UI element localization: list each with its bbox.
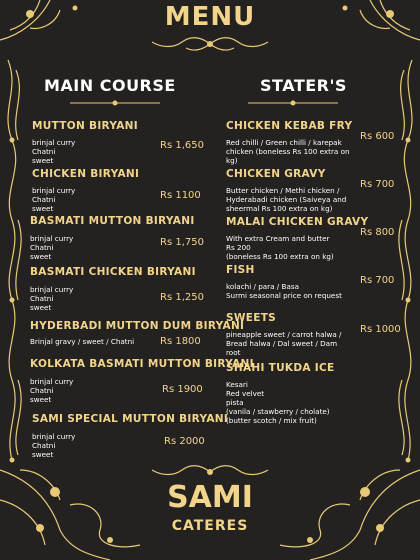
item-price: Rs 1000 <box>360 324 401 335</box>
item-name: KOLKATA BASMATI MUTTON BIRYANI <box>30 358 254 370</box>
item-desc: With extra Cream and butter Rs 200 (boneless Rs 100 extra on kg) <box>226 234 334 261</box>
main-item <box>32 120 138 165</box>
starter-item <box>226 312 341 357</box>
item-desc: brinjal curry Chatni sweet <box>32 186 76 213</box>
item-name: CHICKEN KEBAB FRY <box>226 120 353 132</box>
starter-item <box>226 216 368 261</box>
item-name: MALAI CHICKEN GRAVY <box>226 216 369 228</box>
starter-item <box>226 168 346 213</box>
item-price: Rs 1100 <box>160 190 201 201</box>
item-name: MUTTON BIRYANI <box>32 120 138 132</box>
starters-divider <box>248 99 338 107</box>
item-desc: brinjal curry Chatni sweet <box>30 285 74 312</box>
main-item <box>30 358 254 404</box>
item-desc: kolachi / para / Basa Surmi seasonal price on request <box>226 282 342 300</box>
item-price: Rs 1800 <box>160 336 201 347</box>
item-name: BASMATI MUTTON BIRYANI <box>30 215 195 227</box>
item-desc: Brinjal gravy / sweet / Chatni <box>30 337 135 346</box>
item-price: Rs 1,650 <box>160 140 204 151</box>
item-price: Rs 700 <box>360 275 395 286</box>
item-name: BASMATI CHICKEN BIRYANI <box>30 266 196 278</box>
item-desc: pineapple sweet / carrot halwa / Bread halwa / Dal sweet / Dam root <box>226 330 342 357</box>
item-price: Rs 2000 <box>164 436 205 447</box>
main-item <box>30 266 196 312</box>
item-desc: brinjal curry Chatni sweet <box>32 432 76 459</box>
brand-name: SAMI <box>167 480 253 515</box>
item-desc: Kesari Red velvet pista (vanila / stawberry / cholate) (butter scotch / mix fruit) <box>226 380 330 425</box>
item-name: FISH <box>226 264 255 276</box>
item-price: Rs 1,250 <box>160 292 204 303</box>
starter-item <box>226 264 342 300</box>
footer-flourish <box>150 462 270 482</box>
item-price: Rs 1900 <box>162 384 203 395</box>
starter-item <box>226 362 334 425</box>
item-desc: brinjal curry Chatni sweet <box>30 234 74 261</box>
main-item <box>30 320 244 346</box>
item-name: HYDERBADI MUTTON DUM BIRYANI <box>30 320 245 332</box>
item-desc: brinjal curry Chatni sweet <box>32 138 76 165</box>
item-name: SAMI SPECIAL MUTTON BIRYANI <box>32 413 229 425</box>
item-name: SWEETS <box>226 312 277 324</box>
brand-subtitle: CATERES <box>171 518 249 534</box>
item-name: CHICKEN GRAVY <box>226 168 326 180</box>
item-price: Rs 800 <box>360 227 395 238</box>
item-name: CHICKEN BIRYANI <box>32 168 140 180</box>
item-desc: Red chilli / Green chilli / karepak chicken (boneless Rs 100 extra on kg) <box>226 138 350 165</box>
item-desc: Butter chicken / Methi chicken / Hyderabadi chicken (Saiveya and sheermal Rs 100 extra on kg) <box>226 186 347 213</box>
item-name: SHAHI TUKDA ICE <box>226 362 335 374</box>
main-item <box>32 168 139 213</box>
menu-title: MENU <box>164 2 256 32</box>
main-course-heading: MAIN COURSE <box>44 76 176 95</box>
starters-heading: STATER'S <box>260 76 347 95</box>
item-price: Rs 600 <box>360 131 395 142</box>
main-course-divider <box>70 99 160 107</box>
title-flourish <box>150 34 270 54</box>
item-desc: brinjal curry Chatni sweet <box>30 377 74 404</box>
item-price: Rs 700 <box>360 179 395 190</box>
item-price: Rs 1,750 <box>160 237 204 248</box>
starter-item <box>226 120 352 165</box>
